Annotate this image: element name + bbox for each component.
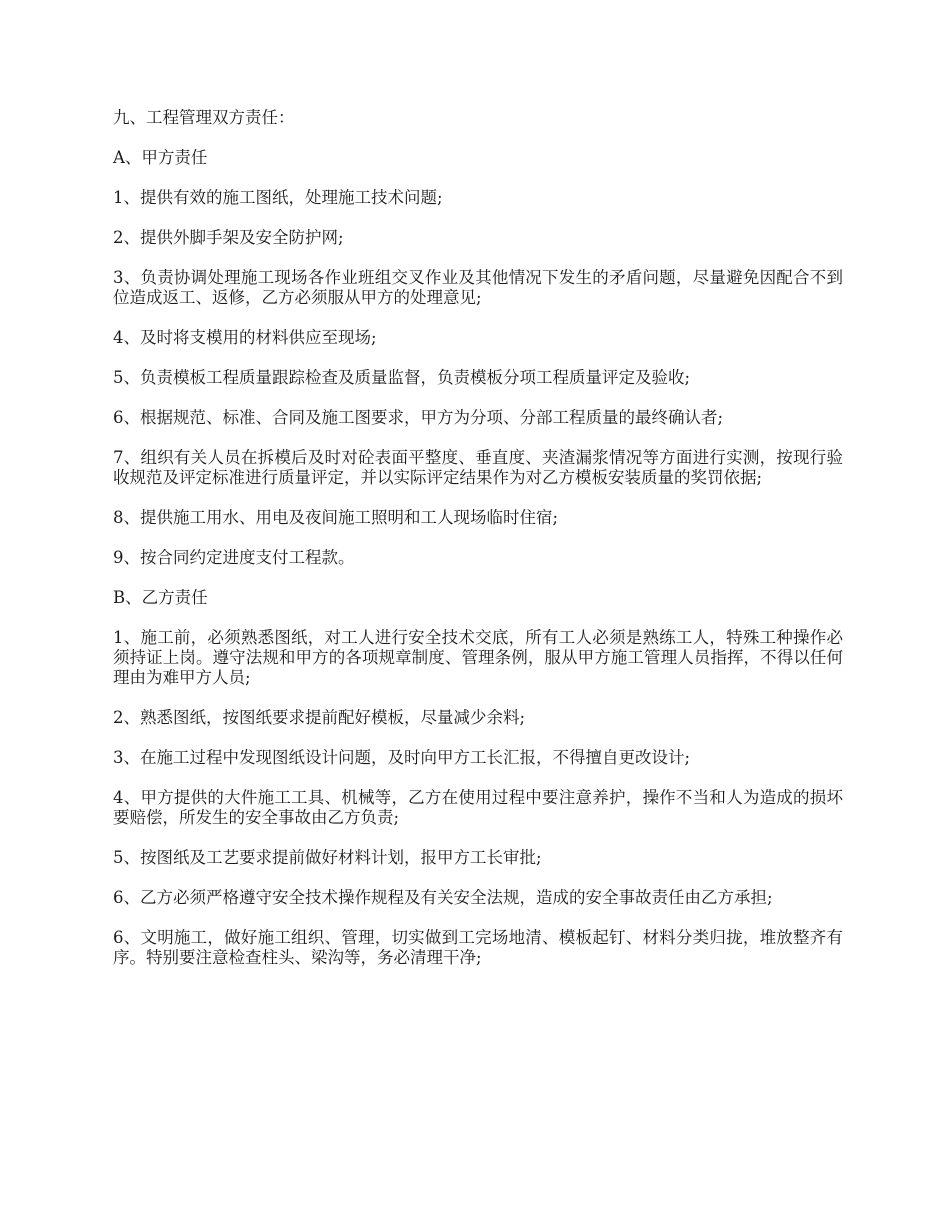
party-a-heading: A、甲方责任 xyxy=(113,148,208,167)
party-b-section xyxy=(113,588,843,968)
party-a-section xyxy=(113,148,843,568)
party-b-item-3: 3、在施工过程中发现图纸设计问题，及时向甲方工长汇报，不得擅自更改设计; xyxy=(113,748,691,767)
party-a-item-5: 5、负责模板工程质量跟踪检查及质量监督，负责模板分项工程质量评定及验收; xyxy=(113,368,691,387)
party-b-item-6: 6、乙方必须严格遵守安全技术操作规程及有关安全法规，造成的安全事故责任由乙方承担; xyxy=(113,888,773,907)
party-a-item-2: 2、提供外脚手架及安全防护网; xyxy=(113,228,344,247)
party-a-item-1: 1、提供有效的施工图纸，处理施工技术问题; xyxy=(113,188,443,207)
party-b-item-4: 4、甲方提供的大件施工工具、机械等，乙方在使用过程中要注意养护，操作不当和人为造成的损坏要赔偿，所发生的安全事故由乙方负责; xyxy=(113,788,843,827)
party-a-item-4: 4、及时将支模用的材料供应至现场; xyxy=(113,328,377,347)
section-title: 九、工程管理双方责任： xyxy=(113,108,295,127)
party-b-item-7: 6、文明施工，做好施工组织、管理，切实做到工完场地清、模板起钉、材料分类归拢，堆放整齐有序。特别要注意检查柱头、梁沟等，务必清理干净; xyxy=(113,928,843,967)
party-a-item-9: 9、按合同约定进度支付工程款。 xyxy=(113,548,355,567)
party-b-item-5: 5、按图纸及工艺要求提前做好材料计划，报甲方工长审批; xyxy=(113,848,542,867)
party-a-item-8: 8、提供施工用水、用电及夜间施工照明和工人现场临时住宿; xyxy=(113,508,559,527)
party-b-item-2: 2、熟悉图纸，按图纸要求提前配好模板，尽量减少余料; xyxy=(113,708,526,727)
party-b-heading: B、乙方责任 xyxy=(113,588,208,607)
party-a-item-6: 6、根据规范、标准、合同及施工图要求，甲方为分项、分部工程质量的最终确认者; xyxy=(113,408,724,427)
document-page xyxy=(113,108,843,988)
party-b-item-1: 1、施工前，必须熟悉图纸，对工人进行安全技术交底，所有工人必须是熟练工人，特殊工种操作必须持证上岗。遵守法规和甲方的各项规章制度、管理条例，服从甲方施工管理人员指挥，不得以任何理由为难甲方人员; xyxy=(113,628,843,687)
party-a-item-7: 7、组织有关人员在拆模后及时对砼表面平整度、垂直度、夹渣漏浆情况等方面进行实测，按现行验收规范及评定标准进行质量评定，并以实际评定结果作为对乙方模板安装质量的奖罚依据; xyxy=(113,448,843,487)
party-a-item-3: 3、负责协调处理施工现场各作业班组交叉作业及其他情况下发生的矛盾问题，尽量避免因配合不到位造成返工、返修，乙方必须服从甲方的处理意见; xyxy=(113,268,843,307)
